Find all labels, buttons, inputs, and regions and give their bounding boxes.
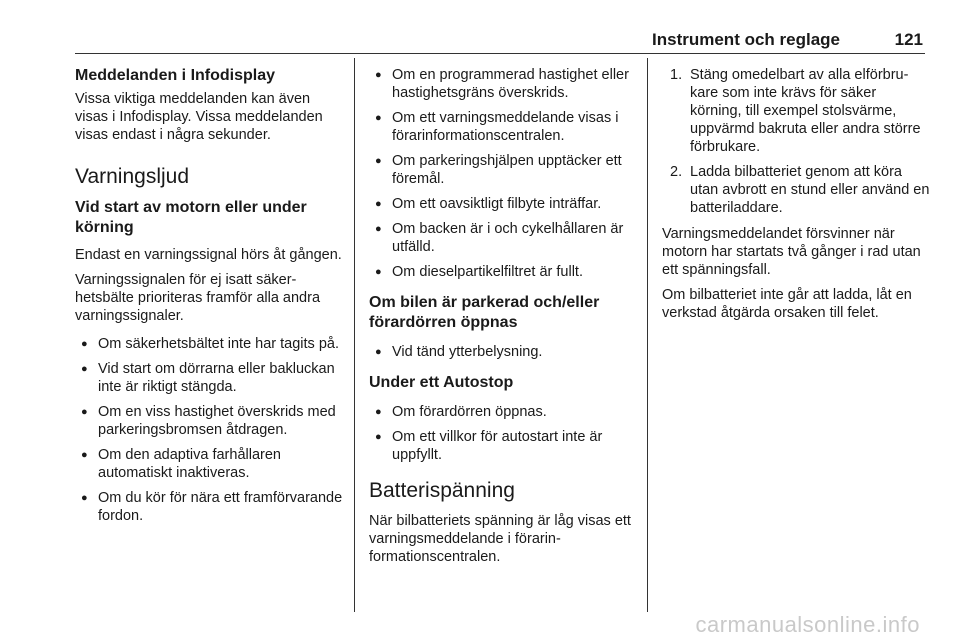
step-number: 1. bbox=[670, 67, 683, 83]
para-infodisplay: Vissa viktiga meddelanden kan även visas i Infodisplay. Vissa meddelanden visas endast i några sekunder. bbox=[75, 91, 323, 143]
para-battery: När bilbatteriets spänning är låg visas ett varningsmeddelande i förarinformationscentralen. bbox=[369, 513, 631, 565]
list-item: ● Om ett villkor för autostart inte är uppfyllt. bbox=[369, 428, 634, 464]
battery-steps bbox=[662, 66, 930, 217]
parked-list bbox=[369, 343, 634, 361]
list-item: ● Vid start om dörrarna eller bakluckan inte är riktigt stängda. bbox=[75, 360, 345, 396]
heading-varningsljud: Varningsljud bbox=[75, 165, 190, 188]
header-title: Instrument och reglage bbox=[652, 30, 840, 49]
para-workshop: Om bilbatteriet inte går att ladda, låt en verkstad åtgärda orsaken till felet. bbox=[662, 287, 912, 321]
list-item: ● Om parkeringshjälpen upptäcker ett föremål. bbox=[369, 152, 634, 188]
list-item: ● Om säkerhetsbältet inte har tagits på. bbox=[75, 335, 345, 353]
page-number: 121 bbox=[894, 30, 923, 49]
step-item bbox=[662, 163, 930, 217]
column-divider-2 bbox=[647, 58, 648, 612]
header-rule bbox=[75, 53, 925, 54]
heading-infodisplay: Meddelanden i Infodisplay bbox=[75, 67, 276, 84]
step-text: Ladda bilbatteriet genom att köra utan avbrott en stund eller använd en batteriladdare. bbox=[690, 164, 930, 216]
list-item: ● Om backen är i och cykelhållaren är utfälld. bbox=[369, 220, 634, 256]
subheading-parked: Om bilen är parkerad och/eller förardörren öppnas bbox=[369, 294, 600, 331]
list-item: ● Om ett oavsiktligt filbyte inträffar. bbox=[369, 195, 634, 213]
step-item bbox=[662, 66, 930, 156]
list-item: ● Om ett varningsmeddelande visas i förarinformationscentralen. bbox=[369, 109, 634, 145]
step-text: Stäng omedelbart av alla elförbrukare som inte krävs för säker körning, till exempel stolsvärme, uppvärmd bakruta eller andra större förbrukare. bbox=[690, 67, 921, 155]
column-2 bbox=[369, 66, 634, 573]
warning-list-2 bbox=[369, 66, 634, 281]
list-item: ● Om en programmerad hastighet eller hastighetsgräns överskrids. bbox=[369, 66, 634, 102]
watermark: carmanualsonline.info bbox=[695, 612, 920, 637]
subheading-start: Vid start av motorn eller under körning bbox=[75, 199, 307, 236]
heading-battery: Batterispänning bbox=[369, 479, 515, 502]
list-item: ● Om den adaptiva farhållaren automatiskt inaktiveras. bbox=[75, 446, 345, 482]
list-item: ● Om förardörren öppnas. bbox=[369, 403, 634, 421]
autostop-list bbox=[369, 403, 634, 464]
warning-list-1 bbox=[75, 335, 345, 525]
para-disappears: Varningsmeddelandet försvinner när motorn har startats två gånger i rad utan ett spänningsfall. bbox=[662, 226, 921, 278]
subheading-autostop: Under ett Autostop bbox=[369, 374, 514, 391]
page-header bbox=[75, 24, 925, 54]
list-item: ● Om dieselpartikelfiltret är fullt. bbox=[369, 263, 634, 281]
column-divider-1 bbox=[354, 58, 355, 612]
para-signal-1: Endast en varningssignal hörs åt gången. bbox=[75, 247, 342, 263]
list-item: ● Om en viss hastighet överskrids med parkeringsbromsen åtdragen. bbox=[75, 403, 345, 439]
list-item: ● Vid tänd ytterbelysning. bbox=[369, 343, 634, 361]
column-1 bbox=[75, 66, 345, 537]
list-item: ● Om du kör för nära ett framförvarande fordon. bbox=[75, 489, 345, 525]
para-signal-2: Varningssignalen för ej isatt säkerhetsbälte prioriteras framför alla andra varningssignaler. bbox=[75, 272, 321, 324]
column-3 bbox=[662, 66, 930, 329]
step-number: 2. bbox=[670, 164, 683, 180]
